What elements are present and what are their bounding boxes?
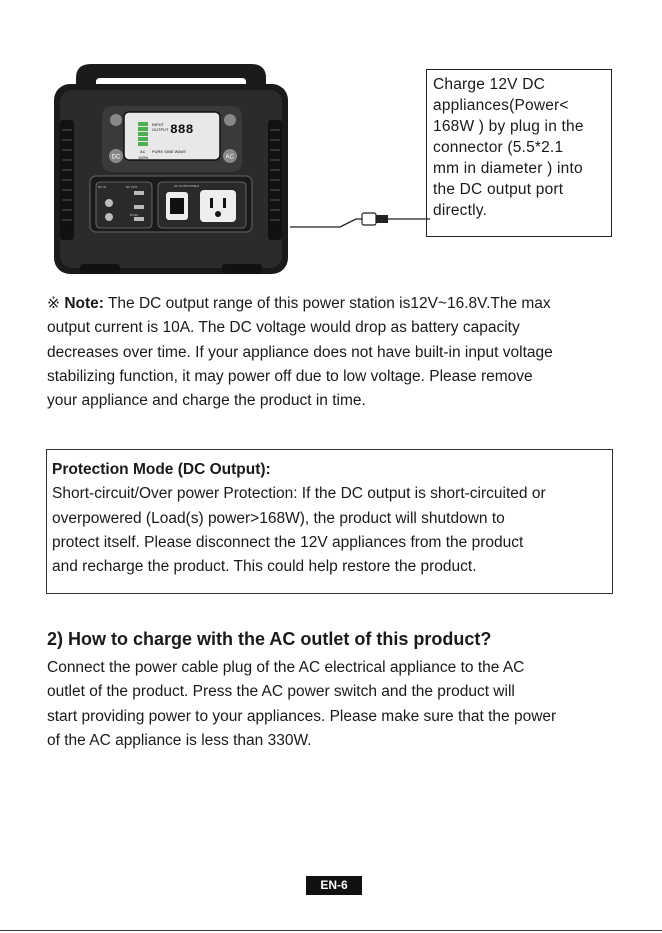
svg-text:DC OUT: DC OUT <box>126 185 138 189</box>
callout-line: Charge 12V DC <box>433 76 546 93</box>
note-label: Note: <box>64 295 104 312</box>
section-paragraph <box>47 656 627 753</box>
svg-text:DC: DC <box>111 154 121 161</box>
svg-text:AC OUTPUT/50Hz: AC OUTPUT/50Hz <box>174 184 200 188</box>
paragraph-line: of the AC appliance is less than 330W. <box>47 731 312 749</box>
callout-line: mm in diameter ) into <box>433 160 583 177</box>
power-station-illustration <box>46 60 296 280</box>
svg-text:100%: 100% <box>138 155 149 160</box>
page-number-badge: EN-6 <box>306 876 362 895</box>
note-line: your appliance and charge the product in time. <box>47 392 366 410</box>
dc-output-note <box>47 292 627 413</box>
protection-line: overpowered (Load(s) power>168W), the product will shutdown to <box>52 509 505 527</box>
paragraph-line: outlet of the product. Press the AC power switch and the product will <box>47 683 515 701</box>
paragraph-line: start providing power to your appliances. Please make sure that the power <box>47 707 557 725</box>
callout-line: directly. <box>433 202 488 219</box>
paragraph-line: Connect the power cable plug of the AC electrical appliance to the AC <box>47 659 525 676</box>
section-heading: 2) How to charge with the AC outlet of this product? <box>47 629 492 649</box>
note-first-line <box>47 292 627 316</box>
protection-line: Short-circuit/Over power Protection: If the DC output is short-circuited or <box>52 485 546 503</box>
callout-line: the DC output port <box>433 181 564 198</box>
svg-text:OUTPUT: OUTPUT <box>152 127 169 132</box>
protection-line: and recharge the product. This could help restore the product. <box>52 558 477 576</box>
svg-text:AC: AC <box>225 154 234 161</box>
svg-text:AC: AC <box>140 149 146 154</box>
svg-text:PURE SINE WAVE: PURE SINE WAVE <box>152 149 187 154</box>
note-text: The DC output range of this power station is12V~16.8V.The max <box>103 295 551 312</box>
note-symbol: ※ <box>47 295 60 312</box>
note-line: stabilizing function, it may power off due to low voltage. Please remove <box>47 367 533 385</box>
callout-line: appliances(Power< <box>433 97 569 114</box>
svg-text:DC IN: DC IN <box>98 185 107 189</box>
callout-line: connector (5.5*2.1 <box>433 139 564 156</box>
protection-title: Protection Mode (DC Output): <box>52 461 271 478</box>
callout-line: 168W ) by plug in the <box>433 118 584 135</box>
protection-line: protect itself. Please disconnect the 12V appliances from the product <box>52 533 524 551</box>
dc-cable-illustration <box>290 200 430 240</box>
svg-text:INPUT: INPUT <box>152 122 164 127</box>
footer-divider <box>0 930 662 931</box>
svg-text:888: 888 <box>170 122 194 137</box>
dc-output-callout <box>426 69 612 237</box>
note-line: decreases over time. If your appliance does not have built-in input voltage <box>47 343 553 361</box>
svg-text:5V/3A: 5V/3A <box>130 213 139 217</box>
protection-mode-box <box>46 449 613 594</box>
note-line: output current is 10A. The DC voltage would drop as battery capacity <box>47 319 520 337</box>
